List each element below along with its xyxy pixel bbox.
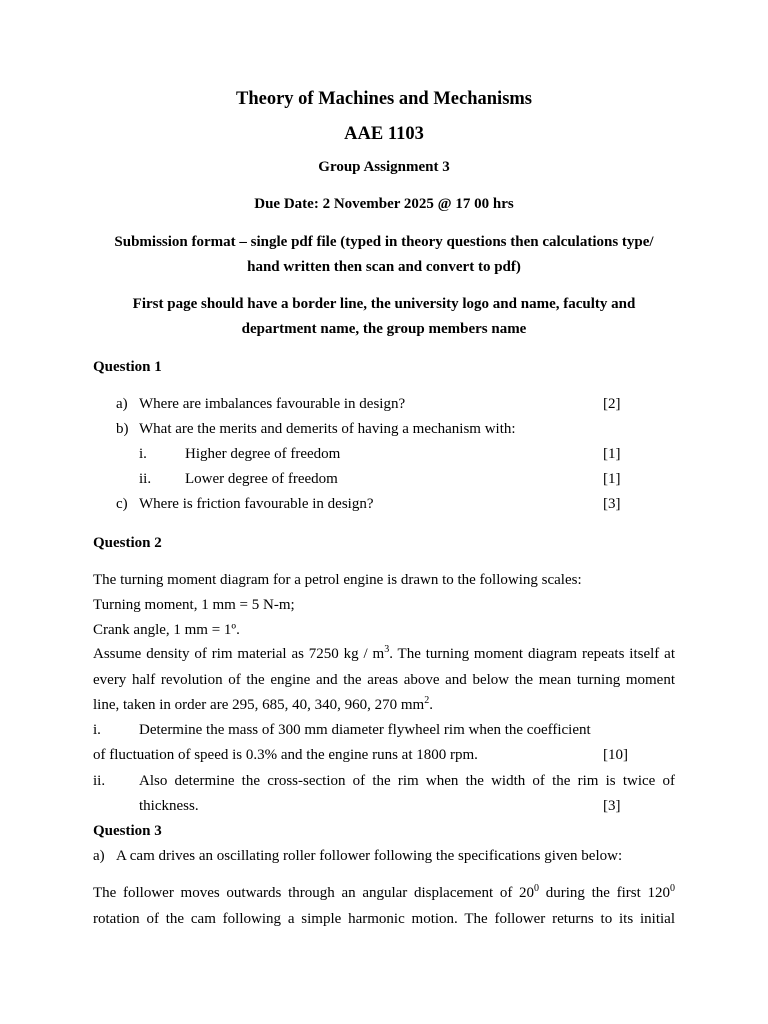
first-page-instructions-line1: First page should have a border line, the university logo and name, faculty and: [132, 296, 636, 312]
q1-b-label: b): [116, 421, 129, 437]
q1-c-label: c): [116, 496, 128, 512]
submission-format-line2: hand written then scan and convert to pdf): [247, 259, 521, 275]
q1-c-text: Where is friction favourable in design?: [139, 496, 374, 512]
q3-a-text: A cam drives an oscillating roller follower following the specifications given below:: [116, 848, 623, 864]
due-date: Due Date: 2 November 2025 @ 17 00 hrs: [254, 196, 514, 212]
q2-i-text: Determine the mass of 300 mm diameter flywheel rim when the coefficient: [139, 722, 591, 738]
question-2-heading: Question 2: [93, 535, 162, 551]
q2-ii-text-cont: thickness.: [139, 798, 199, 814]
q1-b-ii-marks: [1]: [603, 471, 621, 487]
q1-a-text: Where are imbalances favourable in design?: [139, 396, 406, 412]
q1-b-ii-label: ii.: [139, 471, 152, 487]
q2-ii-label: ii.: [93, 773, 106, 789]
course-code: AAE 1103: [344, 124, 424, 144]
q2-i-label: i.: [93, 722, 101, 738]
q3-paragraph-line1: The follower moves outwards through an angular displacement of $20^0$ during the first $120^0$: [93, 883, 675, 901]
q2-ii-marks: [3]: [603, 798, 621, 814]
document-title: Theory of Machines and Mechanisms: [236, 89, 532, 109]
q3-a-label: a): [93, 848, 105, 864]
q1-b-i-text: Higher degree of freedom: [185, 446, 341, 462]
submission-format-line1: Submission format – single pdf file (typed in theory questions then calculations type/: [114, 234, 654, 250]
q3-paragraph-line2: rotation of the cam following a simple harmonic motion. The follower returns to its initial: [93, 911, 675, 927]
q1-a-label: a): [116, 396, 128, 412]
q2-paragraph-line3: line, taken in order are 295, 685, 40, 340, 960, 270 $mm^2$.: [93, 695, 433, 713]
assignment-title: Group Assignment 3: [318, 159, 450, 175]
q2-i-marks: [10]: [603, 747, 628, 763]
q2-ii-text: Also determine the cross-section of the rim when the width of the rim is twice of: [139, 773, 675, 789]
q1-c-marks: [3]: [603, 496, 621, 512]
question-3-heading: Question 3: [93, 823, 162, 839]
q1-b-text: What are the merits and demerits of having a mechanism with:: [139, 421, 516, 437]
q2-intro: The turning moment diagram for a petrol engine is drawn to the following scales:: [93, 572, 582, 588]
q1-b-i-label: i.: [139, 446, 147, 462]
question-1-heading: Question 1: [93, 359, 162, 375]
q2-scale-moment: Turning moment, 1 mm = 5 N-m;: [93, 597, 295, 613]
q1-b-ii-text: Lower degree of freedom: [185, 471, 338, 487]
q2-i-text-cont: of fluctuation of speed is 0.3% and the engine runs at 1800 rpm.: [93, 747, 478, 763]
q2-paragraph-line1: Assume density of rim material as 7250 kg / $m^3$. The turning moment diagram repeats itself at: [93, 644, 675, 662]
q2-paragraph-line2: every half revolution of the engine and the areas above and below the mean turning moment: [93, 672, 675, 688]
q1-b-i-marks: [1]: [603, 446, 621, 462]
first-page-instructions-line2: department name, the group members name: [241, 321, 527, 337]
q1-a-marks: [2]: [603, 396, 621, 412]
q2-scale-angle: Crank angle, 1 mm = 1º.: [93, 622, 240, 638]
